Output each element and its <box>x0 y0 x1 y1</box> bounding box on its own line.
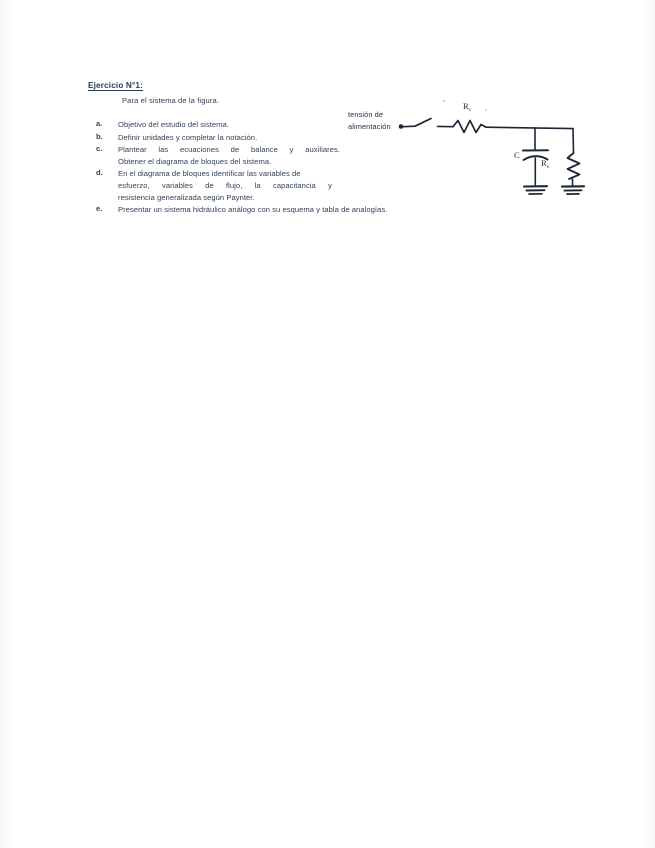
document-content <box>0 0 655 260</box>
list-item-line: En el diagrama de bloques identificar las variables de <box>118 169 301 179</box>
supply-terminal-node <box>399 124 404 129</box>
top-wire <box>486 127 573 128</box>
list-item <box>96 132 344 144</box>
series-resistor-label: $R_c$ <box>463 101 472 113</box>
shunt-resistor-symbol <box>568 153 580 179</box>
list-item-body <box>118 168 344 203</box>
list-item <box>96 168 344 203</box>
list-item-line: resistencia generalizada según Paynter. <box>118 192 255 202</box>
right-vertical-wire <box>573 129 574 153</box>
list-item-body <box>118 119 344 131</box>
list-item-line: Obtener el diagrama de bloques del sistema. <box>118 156 272 166</box>
list-item-line: Objetivo del estudio del sistema. <box>118 120 229 129</box>
switch-symbol <box>404 119 432 127</box>
list-item-body <box>118 204 388 216</box>
list-item-line: Plantear las ecuaciones de balance y auxiliares. <box>118 145 340 155</box>
list-item <box>96 204 388 216</box>
series-resistor-symbol <box>453 121 486 133</box>
capacitor-label: C <box>514 150 520 160</box>
shunt-resistor-label: $R_s$ <box>541 158 549 170</box>
list-item-line: Definir unidades y completar la notación. <box>118 132 258 142</box>
circuit-diagram-figure <box>345 98 595 208</box>
list-item-marker: e. <box>96 204 103 214</box>
list-item <box>96 144 344 167</box>
list-item-body <box>118 132 344 144</box>
supply-voltage-label-line1: tensión de <box>348 110 384 119</box>
list-item-marker: b. <box>96 131 103 141</box>
list-item-line: Presentar un sistema hidráulico análogo con su esquema y tabla de analogías. <box>118 205 388 215</box>
list-item-marker: d. <box>96 168 103 178</box>
scan-speck <box>443 100 445 102</box>
list-item-marker: a. <box>96 119 103 128</box>
list-item <box>96 119 344 131</box>
list-item-line: esfuerzo, variables de flujo, la capacitancia y <box>118 180 332 190</box>
supply-voltage-label-line2: alimentación <box>348 122 391 131</box>
ground-symbol-resistor <box>562 186 584 194</box>
ground-symbol-capacitor <box>524 186 547 194</box>
list-item-marker: c. <box>96 144 103 154</box>
intro-text: Para el sistema de la figura. <box>122 96 220 105</box>
list-item-body <box>118 144 344 167</box>
page-title: Ejercicio N°1: <box>88 81 143 90</box>
scan-speck <box>485 109 487 111</box>
